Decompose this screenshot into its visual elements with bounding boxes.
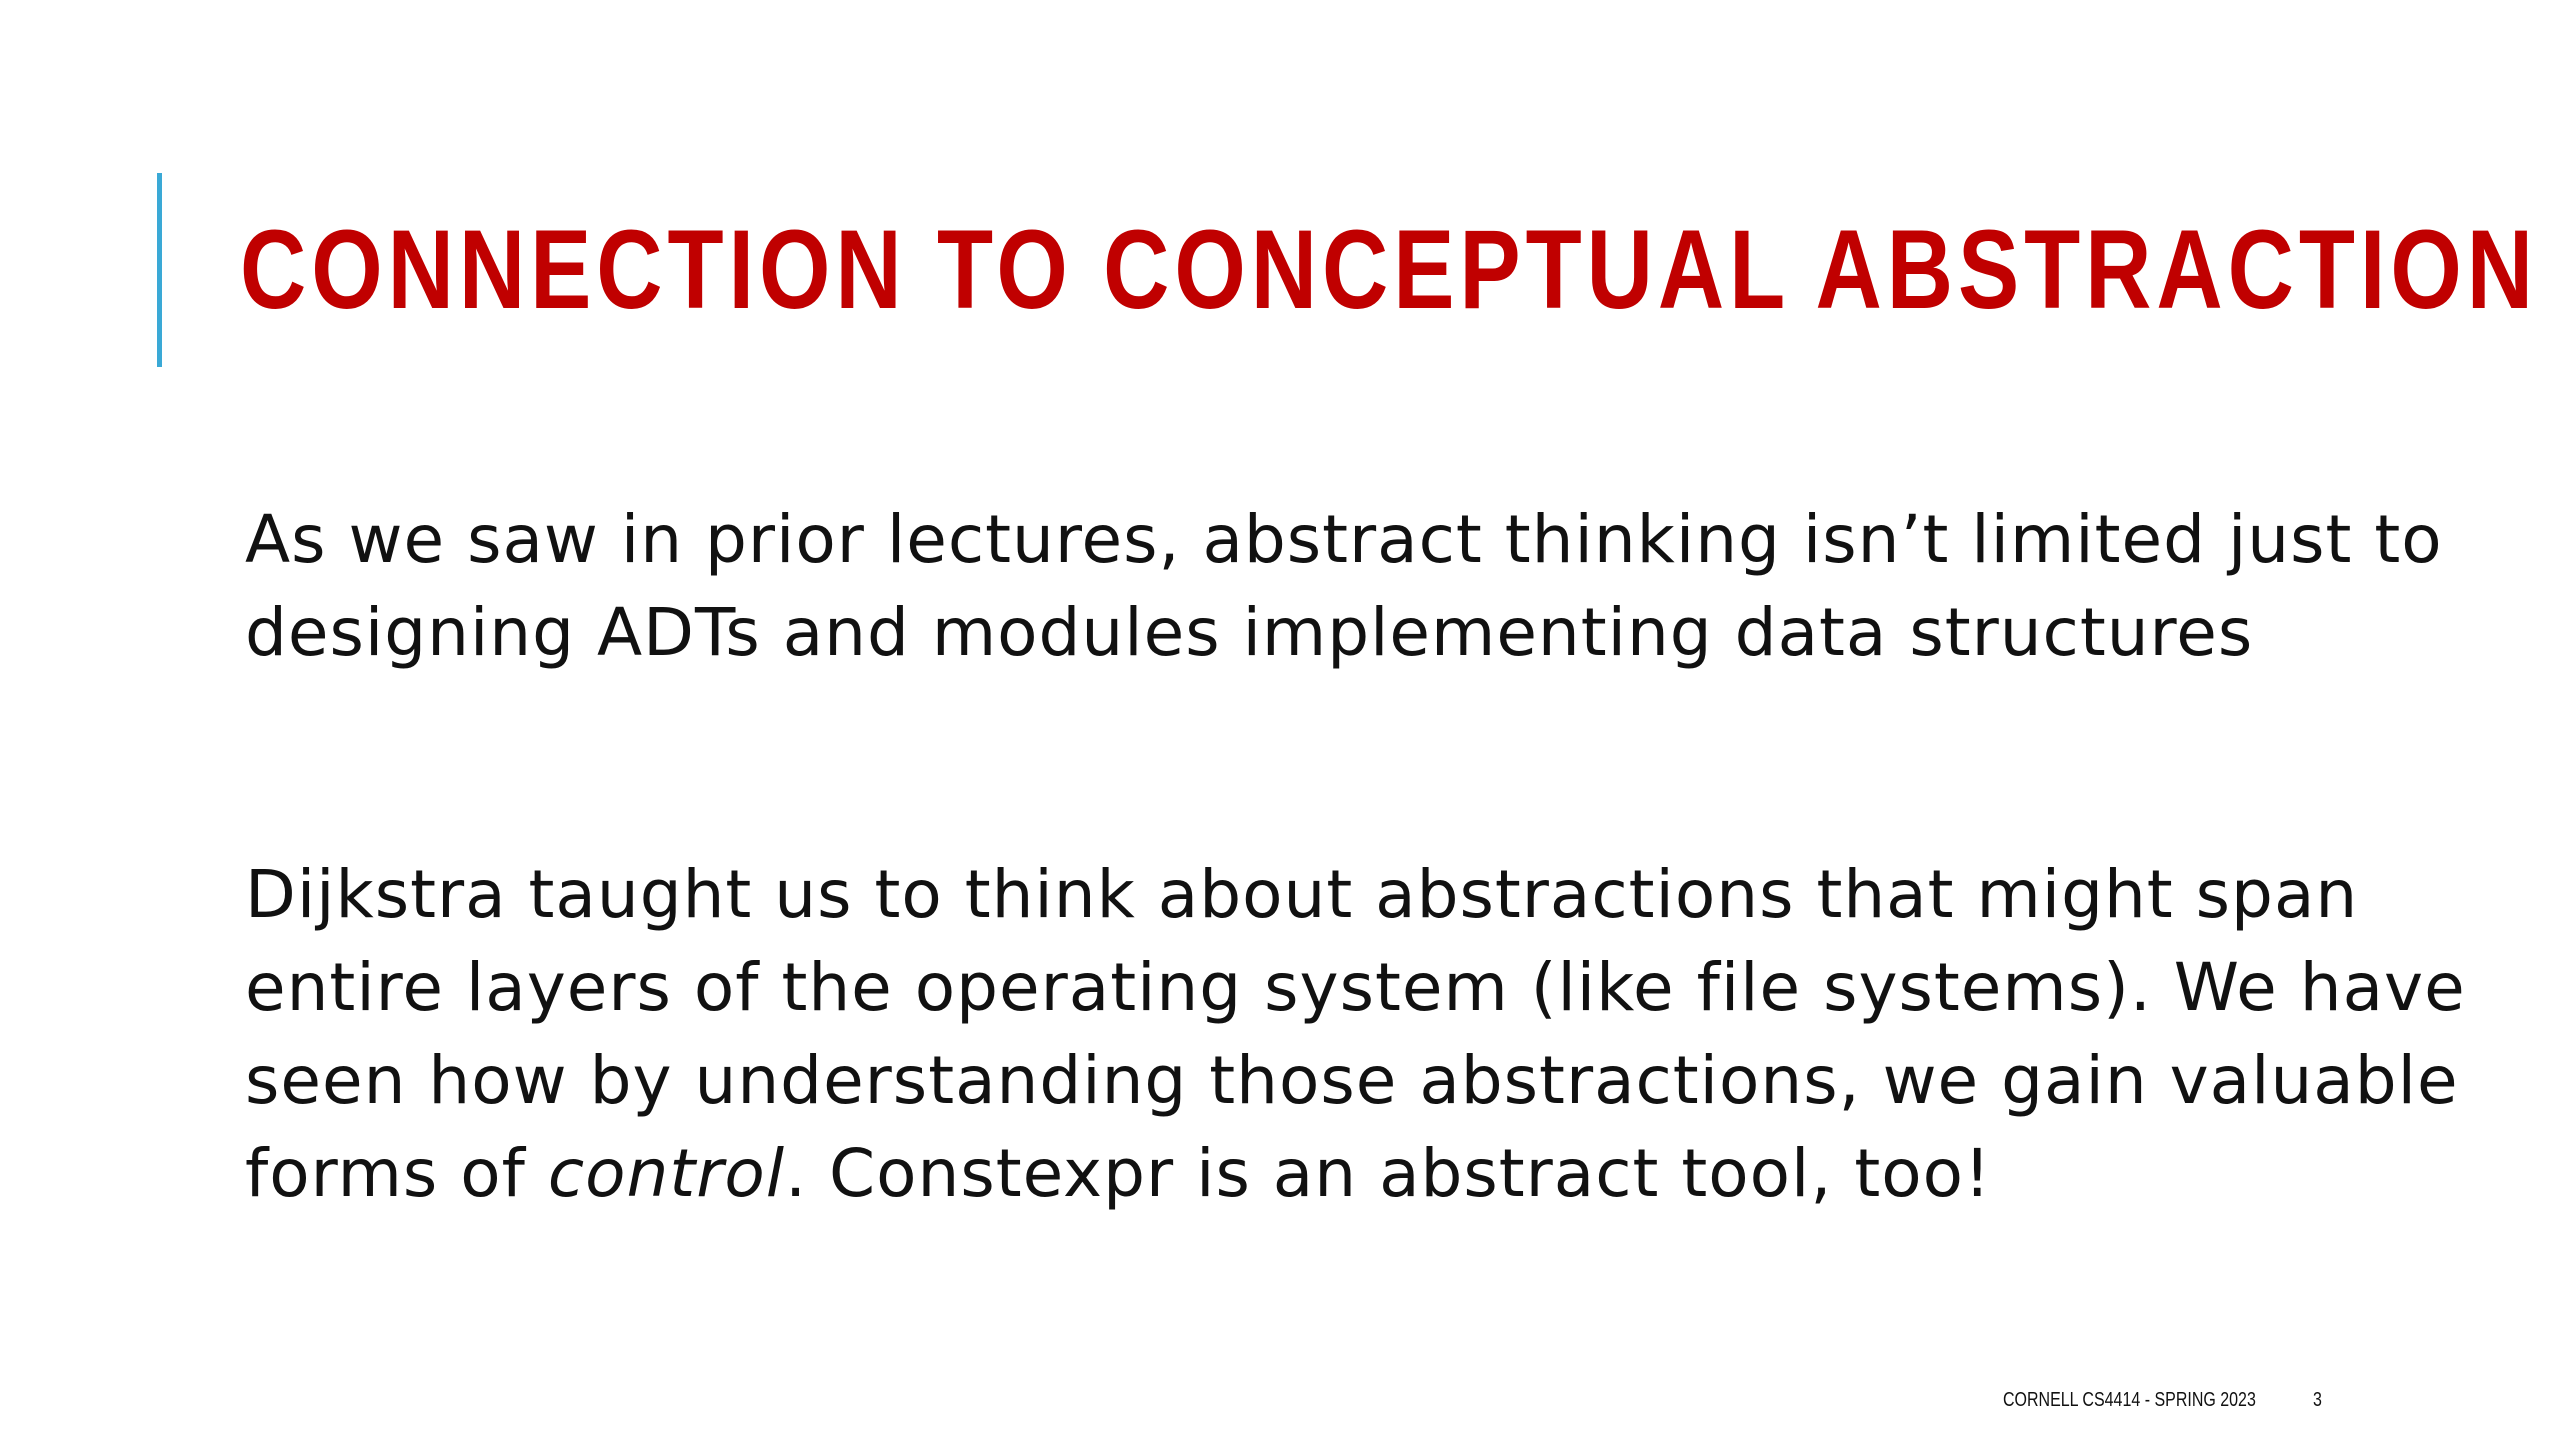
emphasized-word: control bbox=[547, 1135, 786, 1212]
text-segment: forms of bbox=[245, 1135, 548, 1212]
footer-course-label: CORNELL CS4414 - SPRING 2023 bbox=[2003, 1389, 2256, 1411]
slide-title: CONNECTION TO CONCEPTUAL ABSTRACTION bbox=[240, 207, 2538, 332]
body-paragraph-dijkstra bbox=[245, 848, 2505, 1220]
body-paragraph-abstract-thinking bbox=[245, 493, 2505, 679]
paragraph-line: entire layers of the operating system (like file systems). We have bbox=[245, 949, 2466, 1026]
paragraph-line bbox=[245, 1127, 2505, 1220]
paragraph-line: seen how by understanding those abstractions, we gain valuable bbox=[245, 1042, 2459, 1119]
paragraph-line: Dijkstra taught us to think about abstractions that might span bbox=[245, 856, 2359, 933]
text-segment: . Constexpr is an abstract tool, too! bbox=[785, 1135, 1992, 1212]
paragraph-line: As we saw in prior lectures, abstract thinking isn’t limited just to bbox=[245, 501, 2443, 578]
footer-page-number: 3 bbox=[2313, 1389, 2322, 1411]
title-accent-bar bbox=[157, 173, 162, 367]
paragraph-line: designing ADTs and modules implementing data structures bbox=[245, 594, 2254, 671]
